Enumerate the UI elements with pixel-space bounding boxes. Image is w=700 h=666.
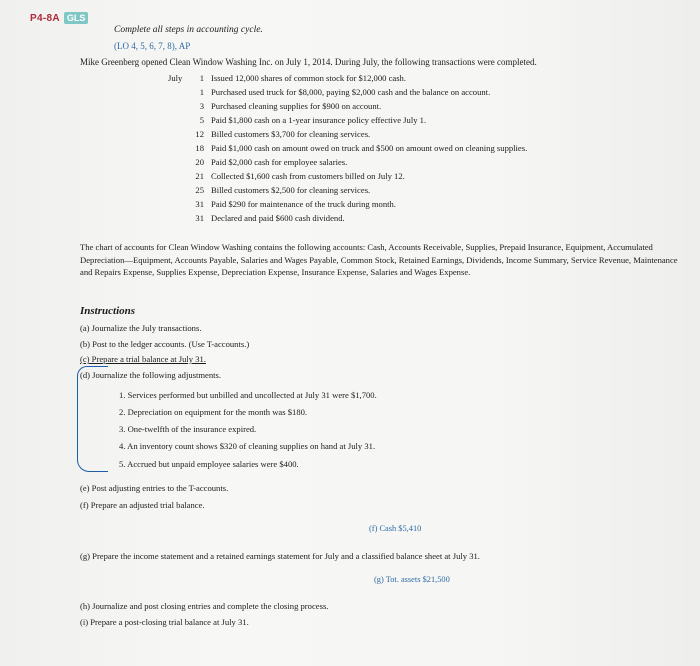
adjustment-item: 2. Depreciation on equipment for the month was $180. — [119, 407, 308, 417]
answer-hint-total-assets: (g) Tot. assets $21,500 — [374, 575, 450, 584]
answer-hint-cash: (f) Cash $5,410 — [369, 524, 422, 533]
problem-subtitle: Complete all steps in accounting cycle. — [114, 25, 263, 35]
problem-intro: Mike Greenberg opened Clean Window Washing Inc. on July 1, 2014. During July, the following transactions were completed. — [80, 57, 537, 67]
transaction-row: 31 Paid $290 for maintenance of the truck during month. — [195, 199, 396, 209]
instructions-heading: Instructions — [80, 305, 136, 317]
instruction-f: (f) Prepare an adjusted trial balance. — [80, 500, 205, 510]
instruction-h: (h) Journalize and post closing entries and complete the closing process. — [80, 601, 329, 611]
transaction-row: 1 Purchased used truck for $8,000, paying $2,000 cash and the balance on account. — [199, 87, 491, 97]
transaction-row: 3 Purchased cleaning supplies for $900 on account. — [199, 101, 382, 111]
adjustment-item: 5. Accrued but unpaid employee salaries were $400. — [119, 459, 299, 469]
adjustment-item: 1. Services performed but unbilled and uncollected at July 31 were $1,700. — [119, 390, 377, 400]
adjustment-item: 3. One-twelfth of the insurance expired. — [119, 424, 257, 434]
instruction-b: (b) Post to the ledger accounts. (Use T-accounts.) — [80, 339, 250, 349]
problem-header — [30, 8, 88, 26]
problem-number: P4-8A — [30, 13, 60, 24]
gls-badge: GLS — [64, 12, 89, 24]
instruction-a: (a) Journalize the July transactions. — [80, 323, 202, 333]
instruction-e: (e) Post adjusting entries to the T-accounts. — [80, 483, 229, 493]
transaction-row: 12 Billed customers $3,700 for cleaning services. — [195, 129, 371, 139]
transaction-row: 21 Collected $1,600 cash from customers billed on July 12. — [195, 171, 405, 181]
transaction-row: July 1 Issued 12,000 shares of common stock for $12,000 cash. — [168, 73, 406, 83]
instruction-g: (g) Prepare the income statement and a retained earnings statement for July and a classified balance sheet at July 31. — [80, 551, 480, 561]
adjustment-item: 4. An inventory count shows $320 of cleaning supplies on hand at July 31. — [119, 441, 376, 451]
instruction-d: (d) Journalize the following adjustments. — [80, 370, 222, 380]
instruction-c: (c) Prepare a trial balance at July 31. — [80, 354, 206, 364]
transaction-list — [168, 73, 527, 227]
transaction-row: 18 Paid $1,000 cash on amount owed on truck and $500 on amount owed on cleaning supplies. — [195, 143, 528, 153]
handwritten-bracket-mark — [77, 366, 108, 472]
transaction-row: 20 Paid $2,000 cash for employee salaries. — [195, 157, 348, 167]
learning-objectives: (LO 4, 5, 6, 7, 8), AP — [114, 41, 191, 51]
transaction-row: 5 Paid $1,800 cash on a 1-year insurance policy effective July 1. — [199, 115, 427, 125]
chart-of-accounts-paragraph: The chart of accounts for Clean Window Washing contains the following accounts: Cash, Accounts Receivable, Supplies, Prepaid Insurance, Equipment, Accumulated Depreciation—Equipment, Accounts Payable, Salaries and Wages Payable, Common Stock, Retained Earnings, Dividends, Income Summary, Service Revenue, Maintenance and Repairs Expense, Supplies Expense, Depreciation Expense, Insurance Expense, Salaries and Wages Expense. — [80, 242, 678, 277]
transaction-row: 31 Declared and paid $600 cash dividend. — [195, 213, 345, 223]
instruction-i: (i) Prepare a post-closing trial balance at July 31. — [80, 617, 249, 627]
transaction-row: 25 Billed customers $2,500 for cleaning services. — [195, 185, 371, 195]
